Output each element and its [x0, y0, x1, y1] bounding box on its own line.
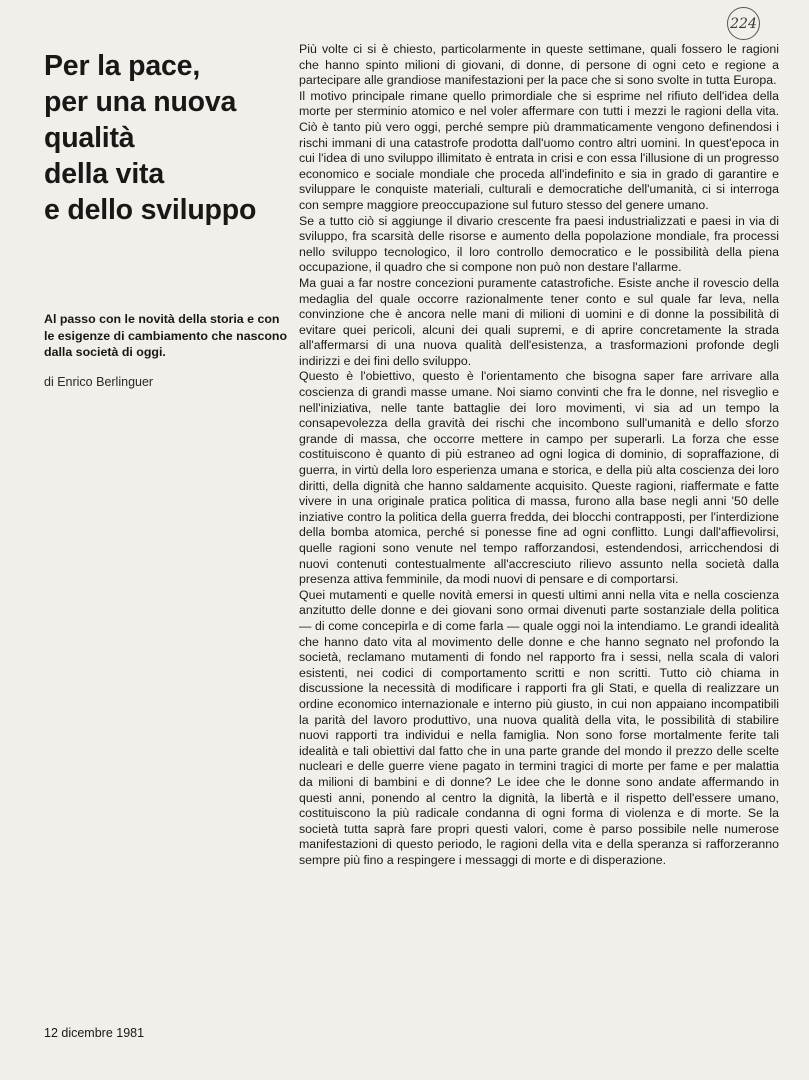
- page-number-stamp: 224: [727, 7, 760, 40]
- article-paragraph: Se a tutto ciò si aggiunge il divario crescente fra paesi industrializzati e paesi in via di sviluppo, fra scarsità delle risorse e aumento della popolazione mondiale, fra processi nello sviluppo tecnologico, il loro controllo democratico e le possibilità della piena occupazione, il quadro che si compone non può non destare l'allarme.: [299, 213, 779, 275]
- article-body: [299, 42, 779, 868]
- headline-line: e dello sviluppo: [44, 194, 257, 226]
- headline-line: per una nuova: [44, 86, 237, 118]
- subheading: Al passo con le novità della storia e con le esigenze di cambiamento che nascono dalla società di oggi.: [44, 312, 288, 359]
- article-paragraph: Quei mutamenti e quelle novità emersi in questi ultimi anni nella vita e nella coscienza anzitutto delle donne e dei giovani sono ormai divenuti parte sostanziale della politica — di come concepirla e di come farla — quale oggi noi la intendiamo. Le grandi idealità che hanno dato vita al movimento delle donne e che hanno segnato nel profondo la società, reclamano mutamenti di fondo nel rapporto fra i sessi, nella scala di valori esistenti, nei codici di comportamento scritti e non scritti. Tutto ciò chiama in discussione la necessità di modificare i rapporti fra gli Stati, e quella di realizzare un ordine economico internazionale e interno più giusto, in cui non appaiano incompatibili la parità del lavoro produttivo, una nuova qualità della vita, le possibilità di stabilire nuovi rapporti tra individui e nella famiglia. Non sono forse mortalmente ferite tali idealità e tali obiettivi dal fatto che in una parte grande del mondo il prezzo delle scelte nucleari e delle guerre viene pagato in termini tragici di morte per fame e per malattia da milioni di bambini e di donne? Le idee che le donne sono andate affermando in questi anni, ponendo al centro la dignità, la libertà e il rispetto dell'essere umano, costituiscono la più radicale condanna di ogni forma di violenza e di morte. Se la società tutta saprà fare propri questi valori, come è parso possibile nelle numerose manifestazioni di questo periodo, le ragioni della vita e della speranza si rafforzeranno sempre più fino a respingere i messaggi di morte e di disperazione.: [299, 587, 779, 867]
- byline: di Enrico Berlinguer: [44, 375, 154, 389]
- article-paragraph: Il motivo principale rimane quello primordiale che si esprime nel rifiuto dell'idea della morte per sterminio atomico e nel voler affermare con tutti i mezzi le ragioni della vita. Ciò è tanto più vero oggi, perché sempre più drammaticamente vengono definendosi i rischi immani di una catastrofe prodotta dall'uomo contro altri uomini. In quest'epoca in cui l'idea di uno sviluppo illimitato è entrata in crisi e con essa l'illusione di un progresso economico e sociale mondiale che proceda all'indefinito e sia in grado di garantire e sviluppare le conquiste materiali, culturali e democratiche dell'umanità, ci si interroga con sempre maggiore preoccupazione sul futuro stesso del genere umano.: [299, 88, 779, 212]
- headline-line: qualità: [44, 122, 135, 154]
- article-paragraph: Più volte ci si è chiesto, particolarmente in queste settimane, quali fossero le ragioni che hanno spinto milioni di giovani, di donne, di persone di ogni ceto e regione a partecipare alle grandiose manifestazioni per la pace che si sono svolte in tutta Europa.: [299, 42, 779, 88]
- headline: [44, 48, 284, 228]
- headline-block: [44, 48, 284, 228]
- headline-line: Per la pace,: [44, 50, 201, 82]
- article-paragraph: Ma guai a far nostre concezioni puramente catastrofiche. Esiste anche il rovescio della medaglia del quale occorre razionalmente tener conto e sul quale far leva, nella convinzione che è ancora nelle mani di milioni di uomini e di donne la possibilità di evitare quei pericoli, alcuni dei quali supremi, e di aprire concretamente la strada all'affermarsi di una nuova qualità dell'esistenza, a trasformazioni profonde degli indirizzi e dei fini dello sviluppo.: [299, 275, 779, 368]
- article-paragraph: Questo è l'obiettivo, questo è l'orientamento che bisogna saper fare arrivare alla coscienza di grandi masse umane. Noi siamo convinti che fra le donne, nel risveglio e nell'iniziativa, nelle tante battaglie dei loro movimenti, vi sia ad un tempo la consapevolezza della gravità dei rischi che incombono sull'umanità e dello sforzo grande di massa, che occorre mettere in campo per superarli. La forza che esse costituiscono è quanto di più estraneo ad ogni logica di dominio, di sopraffazione, di guerra, in virtù della loro esperienza umana e storica, e della più alta coscienza dei loro diritti, della dignità che hanno saldamente acquisito. Queste ragioni, riaffermate e fatte vivere in una originale pratica politica di massa, furono alla base negli anni '50 delle inziative contro la politica della guerra fredda, dei blocchi contrapposti, per l'interdizione della bomba atomica, perché si ponesse fine ad ogni conflitto. Lungi dall'affievolirsi, quelle ragioni sono venute nel tempo rafforzandosi, estendendosi, arricchendosi di nuovi contenuti contestualmente all'accresciuto rilievo assunto nella società dalla presenza attiva femminile, da modi nuovi di pensare e di comportarsi.: [299, 369, 779, 587]
- publication-date: 12 dicembre 1981: [44, 1026, 145, 1040]
- headline-line: della vita: [44, 158, 164, 190]
